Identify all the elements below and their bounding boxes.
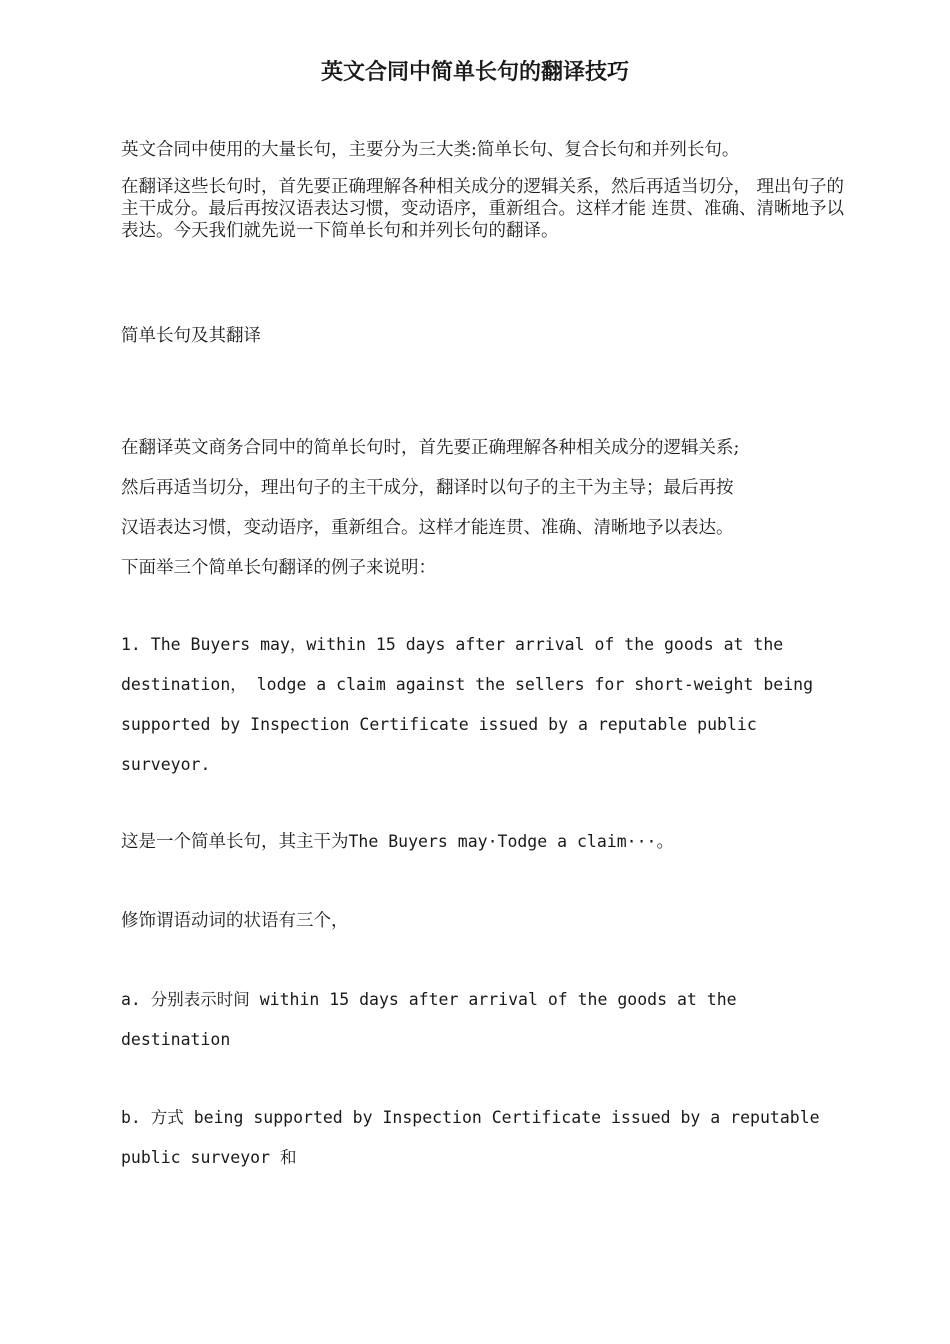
modifier-intro: 修饰谓语动词的状语有三个，	[121, 911, 349, 931]
item-a	[121, 980, 851, 1060]
text-line: surveyor.	[121, 755, 211, 774]
text-line: 然后再适当切分，理出句子的主干成分，翻译时以句子的主干为主导；最后再按	[121, 478, 734, 498]
text-line: a. 分别表示时间 within 15 days after arrival of the goods at the	[121, 990, 737, 1009]
text-line: 汉语表达习惯，变动语序，重新组合。这样才能连贯、准确、清晰地予以表达。	[121, 518, 734, 538]
text-line: public surveyor 和	[121, 1148, 297, 1167]
analysis-english: The Buyers may·Todge a claim···	[348, 832, 657, 851]
text-line: 在翻译英文商务合同中的简单长句时，首先要正确理解各种相关成分的逻辑关系;	[121, 438, 740, 458]
text-line: destination， lodge a claim against the sellers for short-weight being	[121, 675, 814, 694]
section-heading: 简单长句及其翻译	[121, 326, 261, 346]
text-line: 1. The Buyers may，within 15 days after arrival of the goods at the	[121, 635, 784, 654]
intro-paragraph: 在翻译这些长句时，首先要正确理解各种相关成分的逻辑关系，然后再适当切分， 理出句子的主干成分。最后再按汉语表达习惯，变动语序，重新组合。这样才能 连贯、准确、清晰地予以表达。今天我们就先说一下简单长句和并列长句的翻译。	[121, 177, 845, 241]
analysis-prefix: 这是一个简单长句，其主干为	[121, 832, 349, 852]
example-1	[121, 625, 851, 785]
text-line: supported by Inspection Certificate issued by a reputable public	[121, 715, 757, 734]
analysis-sentence	[121, 822, 851, 862]
text-line: destination	[121, 1030, 231, 1049]
intro-line: 英文合同中使用的大量长句，主要分为三大类:简单长句、复合长句和并列长句。	[121, 140, 740, 160]
item-b	[121, 1098, 851, 1178]
text-line: b. 方式 being supported by Inspection Certificate issued by a reputable	[121, 1108, 820, 1127]
text-line: 下面举三个简单长句翻译的例子来说明：	[121, 558, 436, 578]
document-title: 英文合同中简单长句的翻译技巧	[320, 60, 629, 85]
analysis-suffix: 。	[656, 832, 674, 852]
method-paragraph	[121, 428, 851, 588]
